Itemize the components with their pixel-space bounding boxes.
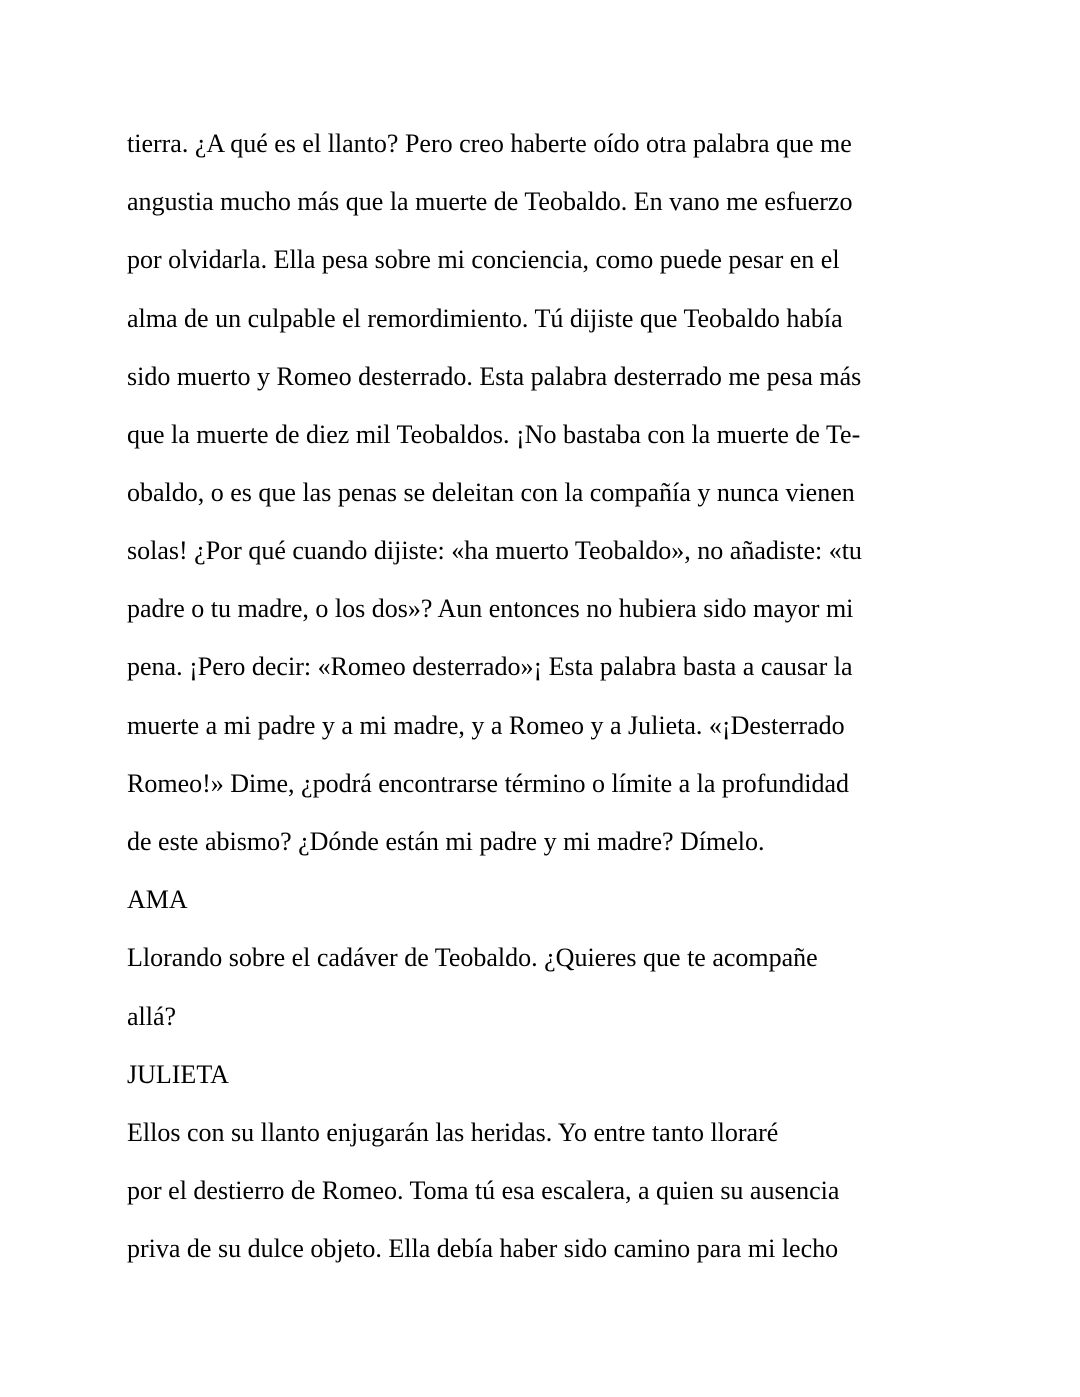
text-line: pena. ¡Pero decir: «Romeo desterrado»¡ Esta palabra basta a causar la bbox=[127, 652, 853, 681]
text-line: solas! ¿Por qué cuando dijiste: «ha muerto Teobaldo», no añadiste: «tu bbox=[127, 536, 862, 565]
text-line: obaldo, o es que las penas se deleitan con la compañía y nunca vienen bbox=[127, 478, 855, 507]
text-line: de este abismo? ¿Dónde están mi padre y mi madre? Dímelo. bbox=[127, 827, 765, 856]
text-line: alma de un culpable el remordimiento. Tú dijiste que Teobaldo había bbox=[127, 304, 843, 333]
text-line: Romeo!» Dime, ¿podrá encontrarse término o límite a la profundidad bbox=[127, 769, 849, 798]
text-line: Llorando sobre el cadáver de Teobaldo. ¿Quieres que te acompañe bbox=[127, 943, 818, 972]
text-line: por el destierro de Romeo. Toma tú esa escalera, a quien su ausencia bbox=[127, 1176, 840, 1205]
text-line: sido muerto y Romeo desterrado. Esta palabra desterrado me pesa más bbox=[127, 362, 862, 391]
speaker-name: AMA bbox=[127, 885, 188, 914]
speaker-name: JULIETA bbox=[127, 1060, 229, 1089]
text-line: angustia mucho más que la muerte de Teobaldo. En vano me esfuerzo bbox=[127, 187, 853, 216]
text-line: tierra. ¿A qué es el llanto? Pero creo haberte oído otra palabra que me bbox=[127, 129, 852, 158]
text-line: priva de su dulce objeto. Ella debía haber sido camino para mi lecho bbox=[127, 1234, 839, 1263]
text-line: por olvidarla. Ella pesa sobre mi conciencia, como puede pesar en el bbox=[127, 245, 840, 274]
text-line: muerte a mi padre y a mi madre, y a Romeo y a Julieta. «¡Desterrado bbox=[127, 711, 845, 740]
text-line: allá? bbox=[127, 1002, 177, 1031]
text-line: Ellos con su llanto enjugarán las heridas. Yo entre tanto lloraré bbox=[127, 1118, 779, 1147]
text-line: padre o tu madre, o los dos»? Aun entonces no hubiera sido mayor mi bbox=[127, 594, 854, 623]
text-line: que la muerte de diez mil Teobaldos. ¡No bastaba con la muerte de Te- bbox=[127, 420, 861, 449]
